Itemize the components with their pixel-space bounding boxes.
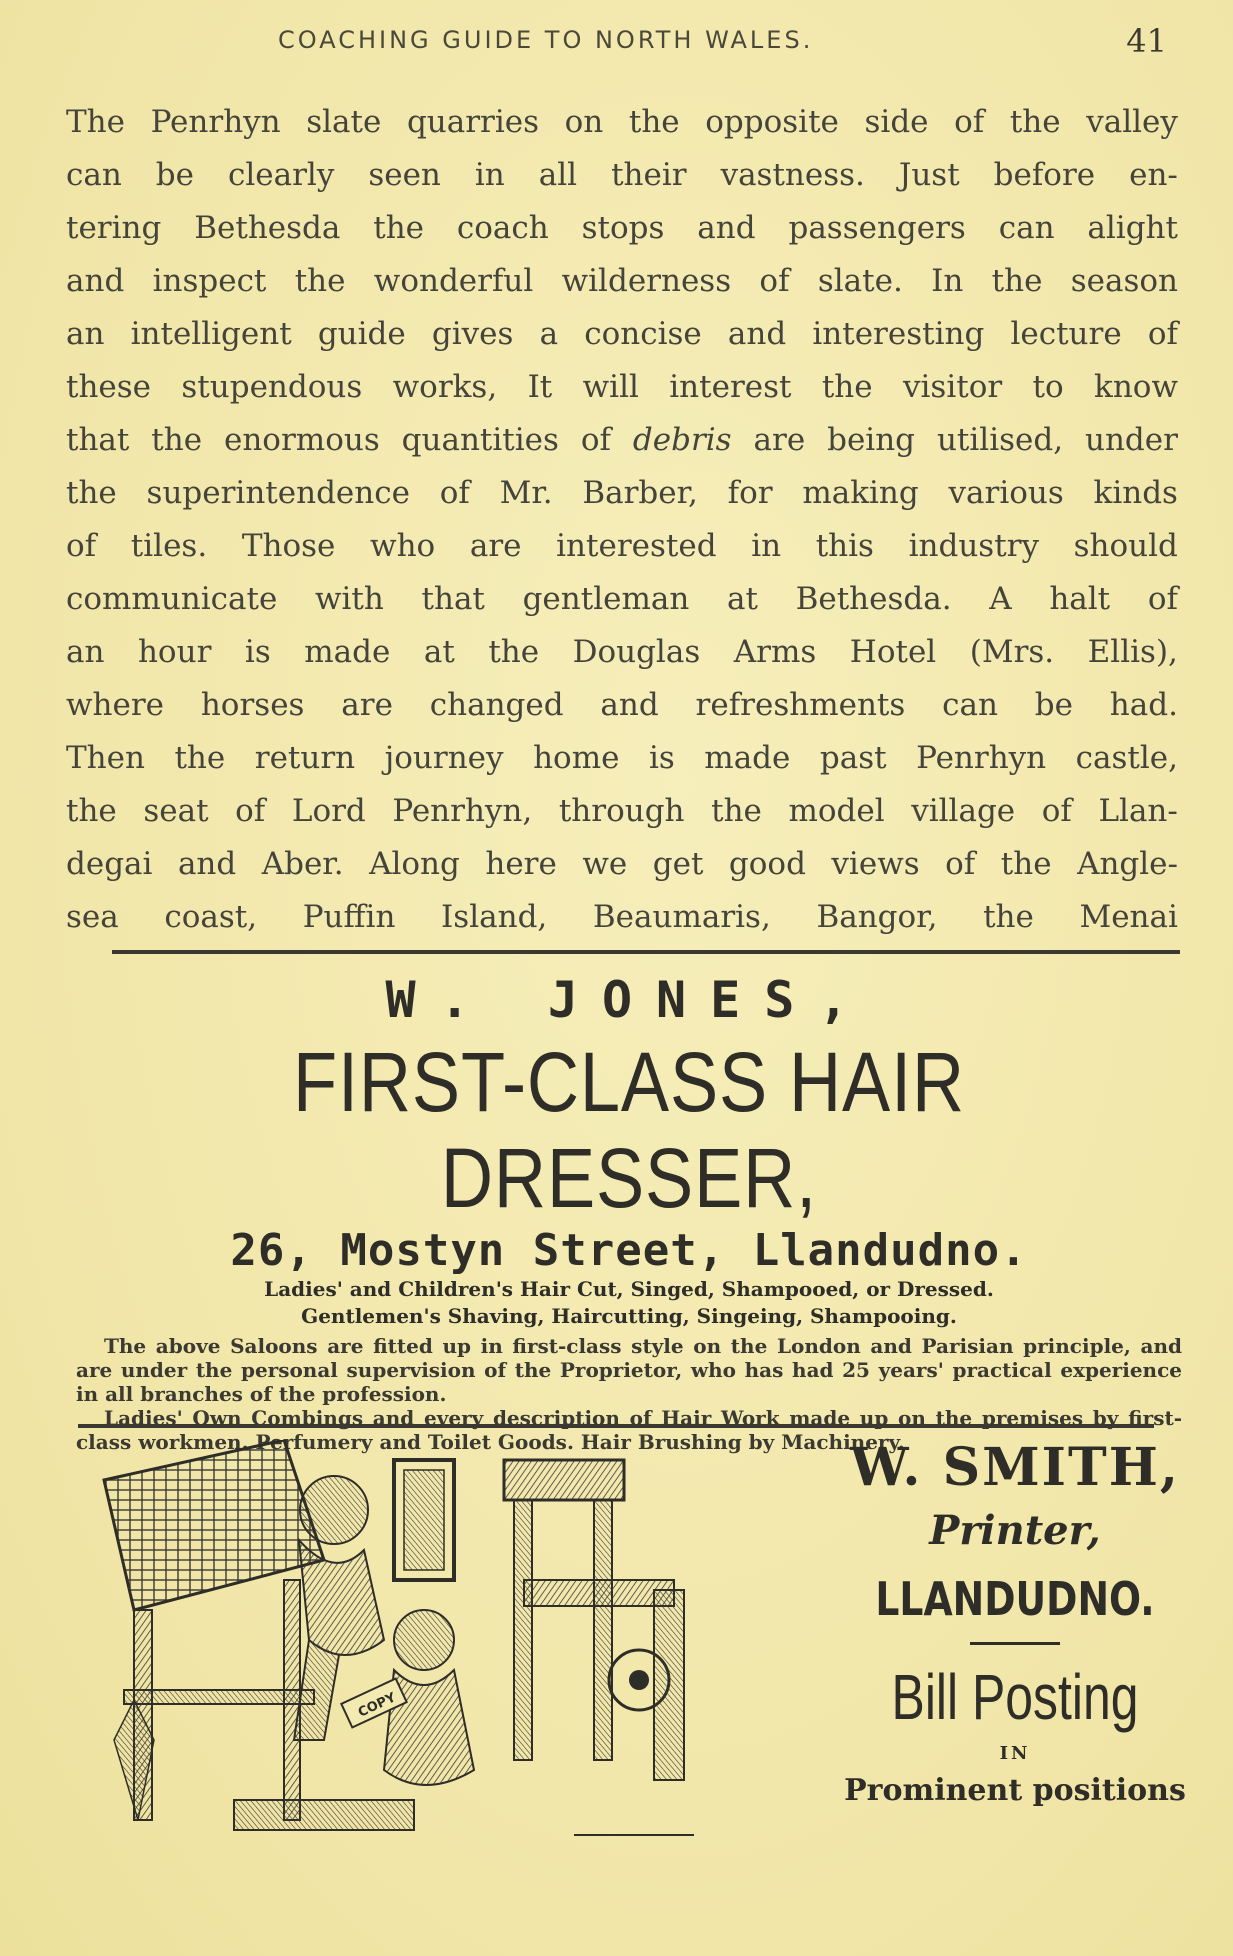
body-word: inspect	[152, 263, 267, 299]
body-word: a	[539, 316, 559, 352]
body-word: of	[66, 528, 97, 564]
body-word: gives	[431, 316, 514, 352]
body-word: various	[948, 475, 1064, 511]
body-line	[66, 732, 1178, 785]
body-word: en-	[1129, 157, 1178, 193]
body-word: be	[1034, 687, 1073, 723]
body-word: concise	[584, 316, 702, 352]
body-word: Menai	[1079, 899, 1178, 935]
body-word: the	[628, 104, 680, 140]
body-word: for	[727, 475, 773, 511]
body-line	[66, 679, 1178, 732]
body-word: an	[66, 634, 105, 670]
body-word: Llan-	[1098, 793, 1178, 829]
body-word: enormous	[224, 422, 380, 458]
body-word: to	[1032, 369, 1064, 405]
body-word: Lord	[291, 793, 366, 829]
body-word: Douglas	[572, 634, 701, 670]
body-word: wonderful	[373, 263, 534, 299]
body-word: superintendence	[146, 475, 410, 511]
running-head: COACHING GUIDE TO NORTH WALES.	[278, 26, 814, 54]
body-word: the	[1009, 104, 1061, 140]
copy-label: COPY	[355, 1690, 399, 1721]
body-word: we	[582, 846, 628, 882]
ad-jones-name: W. JONES,	[385, 971, 873, 1029]
ad-jones-trade: FIRST-CLASS HAIR DRESSER,	[292, 1035, 966, 1225]
body-word: at	[423, 634, 455, 670]
body-word: can	[66, 157, 122, 193]
ad-smith-connector: IN	[999, 1743, 1031, 1764]
body-word: Angle-	[1077, 846, 1178, 882]
body-word: their	[611, 157, 687, 193]
body-word: is	[648, 740, 675, 776]
body-word: this	[815, 528, 874, 564]
type-case	[104, 1440, 324, 1820]
body-line	[66, 573, 1178, 626]
body-word: under	[1084, 422, 1178, 458]
body-word: the	[821, 369, 873, 405]
body-word: the	[1000, 846, 1052, 882]
body-word: of	[1147, 581, 1178, 617]
body-word: A	[989, 581, 1012, 617]
body-word: The	[66, 104, 125, 140]
body-word: that	[66, 422, 130, 458]
body-word: interest	[669, 369, 792, 405]
divider-rule	[78, 1424, 1154, 1428]
short-rule	[970, 1642, 1060, 1645]
body-word: wilderness	[561, 263, 732, 299]
body-word: Puffin	[302, 899, 396, 935]
body-word: of	[1041, 793, 1072, 829]
body-word: of	[954, 104, 985, 140]
body-word: season	[1070, 263, 1178, 299]
body-word: where	[66, 687, 165, 723]
ad-jones-blurb-saloons: The above Saloons are fitted up in first-class style on the London and Parisian principle, and are under the personal supervision of the Proprietor, who has had 25 years' practical experience in all branches of the profession.	[76, 1334, 1182, 1406]
body-word: are	[753, 422, 806, 458]
body-word: industry	[908, 528, 1039, 564]
body-word: know	[1094, 369, 1178, 405]
body-word: coach	[456, 210, 549, 246]
body-word: opposite	[705, 104, 839, 140]
advertisement-jones	[76, 970, 1182, 1454]
body-word: the	[151, 422, 203, 458]
body-word: coast,	[164, 899, 258, 935]
body-word: all	[538, 157, 578, 193]
body-word: and	[66, 263, 125, 299]
body-word: at	[726, 581, 758, 617]
body-word: hour	[137, 634, 212, 670]
body-word: the	[66, 475, 117, 511]
body-word: the	[373, 210, 425, 246]
body-line	[66, 96, 1178, 149]
body-word: the	[711, 793, 762, 829]
body-word: of	[235, 793, 266, 829]
body-word: the	[294, 263, 346, 299]
body-word: intelligent	[130, 316, 292, 352]
body-word: had.	[1109, 687, 1178, 723]
body-word: tiles.	[130, 528, 208, 564]
body-word: of	[1147, 316, 1178, 352]
body-word: quantities	[401, 422, 559, 458]
advertisement-smith	[840, 1436, 1190, 1811]
body-word: journey	[384, 740, 504, 776]
body-word: interested	[556, 528, 717, 564]
printing-press-engraving	[94, 1440, 834, 1850]
body-word: before	[993, 157, 1096, 193]
body-word: Bangor,	[816, 899, 938, 935]
body-word: gentleman	[522, 581, 690, 617]
body-word: visitor	[902, 369, 1003, 405]
body-word: stupendous	[181, 369, 363, 405]
body-word: works,	[392, 369, 498, 405]
body-word: sea	[66, 899, 119, 935]
body-word: Bethesda	[194, 210, 341, 246]
body-word: degai	[66, 846, 153, 882]
body-text	[66, 96, 1178, 944]
body-word: are	[469, 528, 522, 564]
body-word: Penrhyn	[150, 104, 281, 140]
body-word: made	[704, 740, 791, 776]
body-word: communicate	[66, 581, 278, 617]
body-word: Just	[898, 157, 960, 193]
body-word: Beaumaris,	[592, 899, 771, 935]
body-word: valley	[1086, 104, 1178, 140]
ad-jones-services-ladies: Ladies' and Children's Hair Cut, Singed, Shampooed, or Dressed.	[264, 1277, 994, 1301]
body-word: and	[177, 846, 237, 882]
body-word: past	[819, 740, 887, 776]
body-word: the	[174, 740, 226, 776]
body-line	[66, 785, 1178, 838]
body-word: Then	[66, 740, 145, 776]
body-word: home	[533, 740, 620, 776]
body-word: be	[155, 157, 194, 193]
body-word: slate.	[817, 263, 903, 299]
body-word: Along	[369, 846, 460, 882]
body-word: vastness.	[720, 157, 865, 193]
body-word: return	[254, 740, 356, 776]
body-word: and	[727, 316, 787, 352]
body-word: these	[66, 369, 152, 405]
body-word: Aber.	[261, 846, 344, 882]
body-word: will	[582, 369, 639, 405]
body-line	[66, 149, 1178, 202]
body-word: that	[421, 581, 485, 617]
page-number: 41	[1126, 22, 1167, 60]
ad-smith-place: LLANDUDNO.	[875, 1572, 1155, 1626]
body-word: seat	[143, 793, 209, 829]
body-word: made	[304, 634, 391, 670]
framed-picture	[394, 1460, 454, 1580]
body-word: get	[652, 846, 704, 882]
body-line	[66, 626, 1178, 679]
body-word: the	[991, 263, 1043, 299]
body-word: of	[945, 846, 976, 882]
ad-smith-service: Bill Posting	[891, 1661, 1139, 1733]
body-word: here	[485, 846, 557, 882]
body-line	[66, 361, 1178, 414]
body-word: side	[864, 104, 929, 140]
body-word: Those	[241, 528, 336, 564]
body-word: debris	[632, 422, 732, 458]
body-word: of	[759, 263, 790, 299]
body-word: Mr.	[499, 475, 553, 511]
body-word: stops	[581, 210, 665, 246]
floor-platform	[234, 1800, 414, 1830]
body-word: passengers	[788, 210, 966, 246]
body-word: with	[314, 581, 384, 617]
body-word: refreshments	[695, 687, 906, 723]
body-word: are	[341, 687, 393, 723]
body-word: Penrhyn	[916, 740, 1047, 776]
body-word: Barber,	[582, 475, 698, 511]
body-line	[66, 891, 1178, 944]
body-word: who	[370, 528, 436, 564]
body-word: village	[911, 793, 1016, 829]
body-word: Ellis),	[1087, 634, 1178, 670]
body-word: through	[558, 793, 685, 829]
body-word: Penrhyn,	[392, 793, 533, 829]
body-word: (Mrs.	[969, 634, 1055, 670]
body-word: can	[942, 687, 998, 723]
body-word: and	[697, 210, 756, 246]
ad-jones-blurb-combings: Ladies' Own Combings and every description of Hair Work made up on the premises by first-class workmen. Perfumery and Toilet Goods. Hair Brushing by Machinery.	[76, 1406, 1182, 1454]
body-line	[66, 467, 1178, 520]
body-word: castle,	[1075, 740, 1178, 776]
body-word: being	[827, 422, 916, 458]
ad-smith-tail: Prominent positions	[844, 1773, 1186, 1808]
body-word: utilised,	[936, 422, 1064, 458]
body-word: the	[66, 793, 117, 829]
body-line	[66, 308, 1178, 361]
body-word: kinds	[1093, 475, 1178, 511]
body-word: interesting	[812, 316, 985, 352]
body-word: quarries	[406, 104, 540, 140]
body-word: lecture	[1010, 316, 1122, 352]
body-word: can	[998, 210, 1055, 246]
body-word: model	[788, 793, 885, 829]
body-line	[66, 202, 1178, 255]
body-word: guide	[317, 316, 406, 352]
body-line	[66, 838, 1178, 891]
body-word: Island,	[441, 899, 548, 935]
body-word: on	[564, 104, 604, 140]
body-word: is	[244, 634, 271, 670]
body-line	[66, 255, 1178, 308]
body-word: Bethesda.	[795, 581, 952, 617]
body-word: the	[488, 634, 540, 670]
body-word: tering	[66, 210, 162, 246]
ad-smith-name: W. SMITH,	[850, 1437, 1180, 1498]
divider-rule	[112, 950, 1180, 954]
body-word: in	[474, 157, 505, 193]
body-word: Hotel	[849, 634, 937, 670]
body-word: slate	[306, 104, 382, 140]
body-word: clearly	[227, 157, 335, 193]
body-word: an	[66, 316, 105, 352]
body-word: should	[1073, 528, 1178, 564]
body-word: halt	[1049, 581, 1111, 617]
body-word: good	[728, 846, 806, 882]
ad-jones-address: 26, Mostyn Street, Llandudno.	[230, 1225, 1028, 1276]
body-word: horses	[200, 687, 305, 723]
body-word: seen	[368, 157, 441, 193]
body-line	[66, 520, 1178, 573]
body-word: in	[751, 528, 782, 564]
body-word: of	[439, 475, 470, 511]
body-word: Arms	[733, 634, 817, 670]
body-word: In	[931, 263, 964, 299]
body-word: views	[831, 846, 920, 882]
ad-jones-services-gentlemen: Gentlemen's Shaving, Haircutting, Singeing, Shampooing.	[301, 1304, 957, 1328]
body-line	[66, 414, 1178, 467]
body-word: making	[802, 475, 919, 511]
body-word: of	[580, 422, 611, 458]
body-word: It	[527, 369, 553, 405]
body-word: the	[983, 899, 1034, 935]
body-word: alight	[1087, 210, 1178, 246]
printing-press	[504, 1460, 684, 1780]
body-word: and	[600, 687, 659, 723]
body-word: changed	[429, 687, 564, 723]
ad-smith-trade: Printer,	[929, 1507, 1101, 1554]
